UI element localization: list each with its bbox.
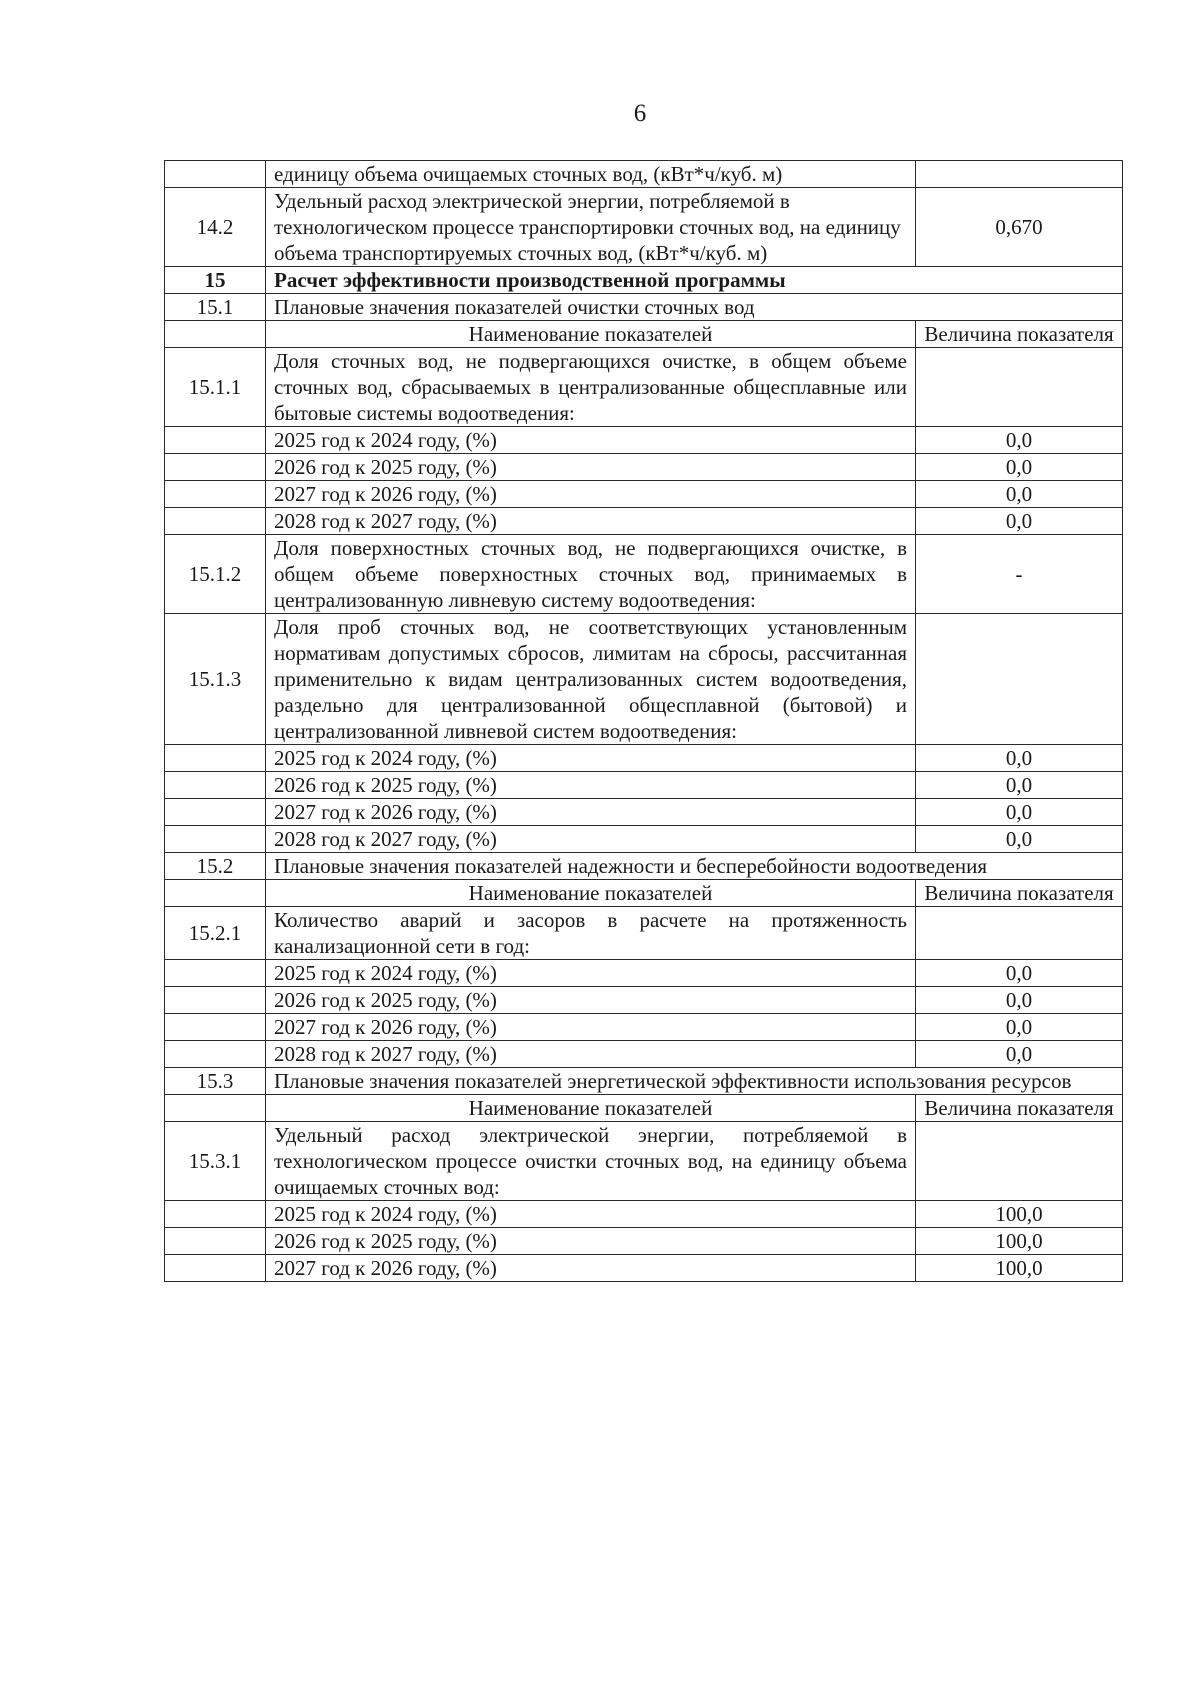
row-number — [165, 1014, 266, 1041]
indicator-value: - — [916, 535, 1123, 614]
table-row — [165, 348, 1123, 427]
table-row — [165, 987, 1123, 1014]
subsection-title: Плановые значения показателей надежности и бесперебойности водоотведения — [266, 853, 1123, 880]
indicator-value: 0,0 — [916, 427, 1123, 454]
indicator-name: единицу объема очищаемых сточных вод, (кВт*ч/куб. м) — [266, 161, 916, 188]
indicator-name: Доля проб сточных вод, не соответствующих установленным нормативам допустимых сбросов, лимитам на сбросы, рассчитанная применительно к видам централизованных систем водоотведения, раздельно для централизованной общесплавной (бытовой) и централизованной ливневой систем водоотведения: — [266, 614, 916, 745]
section-row — [165, 267, 1123, 294]
row-number — [165, 960, 266, 987]
subsection-title: Плановые значения показателей энергетической эффективности использования ресурсов — [266, 1068, 1123, 1095]
indicator-value: 0,0 — [916, 799, 1123, 826]
table-row — [165, 772, 1123, 799]
year-label: 2025 год к 2024 году, (%) — [266, 960, 916, 987]
indicator-value: 100,0 — [916, 1255, 1123, 1282]
row-number: 15.1.3 — [165, 614, 266, 745]
table-row — [165, 907, 1123, 960]
indicator-value: 0,0 — [916, 454, 1123, 481]
row-number — [165, 880, 266, 907]
row-number — [165, 321, 266, 348]
indicators-table — [164, 160, 1123, 1282]
header-row — [165, 880, 1123, 907]
year-label: 2027 год к 2026 году, (%) — [266, 481, 916, 508]
column-header-value: Величина показателя — [916, 321, 1123, 348]
indicator-value: 0,0 — [916, 826, 1123, 853]
indicator-value: 100,0 — [916, 1201, 1123, 1228]
row-number — [165, 1041, 266, 1068]
table-row — [165, 535, 1123, 614]
table-row — [165, 454, 1123, 481]
table-row — [165, 745, 1123, 772]
year-label: 2028 год к 2027 году, (%) — [266, 1041, 916, 1068]
row-number — [165, 427, 266, 454]
indicator-value — [916, 348, 1123, 427]
indicator-value: 100,0 — [916, 1228, 1123, 1255]
indicator-value: 0,0 — [916, 481, 1123, 508]
row-number: 15.1.2 — [165, 535, 266, 614]
indicator-value: 0,0 — [916, 960, 1123, 987]
table-row — [165, 1228, 1123, 1255]
table-row — [165, 1255, 1123, 1282]
page-number: 6 — [633, 100, 647, 127]
row-number: 15.2.1 — [165, 907, 266, 960]
row-number — [165, 772, 266, 799]
column-header-name: Наименование показателей — [266, 880, 916, 907]
header-row — [165, 321, 1123, 348]
row-number — [165, 1255, 266, 1282]
row-number — [165, 454, 266, 481]
subsection-title: Плановые значения показателей очистки сточных вод — [266, 294, 1123, 321]
table-row — [165, 1014, 1123, 1041]
year-label: 2028 год к 2027 году, (%) — [266, 508, 916, 535]
row-number — [165, 1201, 266, 1228]
year-label: 2028 год к 2027 году, (%) — [266, 826, 916, 853]
indicator-name: Количество аварий и засоров в расчете на протяженность канализационной сети в год: — [266, 907, 916, 960]
row-number — [165, 161, 266, 188]
section-title: Расчет эффективности производственной программы — [266, 267, 1123, 294]
year-label: 2025 год к 2024 году, (%) — [266, 1201, 916, 1228]
row-number — [165, 1095, 266, 1122]
table-row — [165, 508, 1123, 535]
subsection-row — [165, 294, 1123, 321]
year-label: 2025 год к 2024 году, (%) — [266, 745, 916, 772]
indicator-name: Удельный расход электрической энергии, потребляемой в технологическом процессе транспортировки сточных вод, на единицу объема транспортируемых сточных вод, (кВт*ч/куб. м) — [266, 188, 916, 267]
section-number: 15 — [165, 267, 266, 294]
indicator-value: 0,670 — [916, 188, 1123, 267]
row-number — [165, 745, 266, 772]
year-label: 2027 год к 2026 году, (%) — [266, 799, 916, 826]
column-header-value: Величина показателя — [916, 880, 1123, 907]
year-label: 2026 год к 2025 году, (%) — [266, 454, 916, 481]
year-label: 2027 год к 2026 году, (%) — [266, 1014, 916, 1041]
column-header-value: Величина показателя — [916, 1095, 1123, 1122]
column-header-name: Наименование показателей — [266, 1095, 916, 1122]
row-number — [165, 508, 266, 535]
table-row — [165, 614, 1123, 745]
table-row — [165, 1201, 1123, 1228]
indicator-name: Доля поверхностных сточных вод, не подвергающихся очистке, в общем объеме поверхностных сточных вод, принимаемых в централизованную ливневую систему водоотведения: — [266, 535, 916, 614]
table-row — [165, 427, 1123, 454]
indicator-name: Доля сточных вод, не подвергающихся очистке, в общем объеме сточных вод, сбрасываемых в централизованные общесплавные или бытовые системы водоотведения: — [266, 348, 916, 427]
indicator-name: Удельный расход электрической энергии, потребляемой в технологическом процессе очистки сточных вод, на единицу объема очищаемых сточных вод: — [266, 1122, 916, 1201]
indicator-value: 0,0 — [916, 772, 1123, 799]
subsection-row — [165, 853, 1123, 880]
subsection-number: 15.1 — [165, 294, 266, 321]
indicator-value: 0,0 — [916, 745, 1123, 772]
year-label: 2026 год к 2025 году, (%) — [266, 772, 916, 799]
indicator-value: 0,0 — [916, 987, 1123, 1014]
year-label: 2025 год к 2024 году, (%) — [266, 427, 916, 454]
table-row — [165, 960, 1123, 987]
indicator-value — [916, 161, 1123, 188]
row-number — [165, 481, 266, 508]
row-number: 15.3.1 — [165, 1122, 266, 1201]
year-label: 2026 год к 2025 году, (%) — [266, 987, 916, 1014]
row-number — [165, 826, 266, 853]
table-row — [165, 1122, 1123, 1201]
row-number — [165, 1228, 266, 1255]
row-number: 14.2 — [165, 188, 266, 267]
header-row — [165, 1095, 1123, 1122]
indicator-value — [916, 614, 1123, 745]
subsection-number: 15.2 — [165, 853, 266, 880]
subsection-row — [165, 1068, 1123, 1095]
indicator-value — [916, 907, 1123, 960]
table-row — [165, 188, 1123, 267]
year-label: 2026 год к 2025 году, (%) — [266, 1228, 916, 1255]
indicator-value: 0,0 — [916, 1014, 1123, 1041]
indicator-value: 0,0 — [916, 1041, 1123, 1068]
row-number — [165, 987, 266, 1014]
row-number: 15.1.1 — [165, 348, 266, 427]
table-row — [165, 161, 1123, 188]
subsection-number: 15.3 — [165, 1068, 266, 1095]
table-row — [165, 481, 1123, 508]
table-row — [165, 1041, 1123, 1068]
table-row — [165, 799, 1123, 826]
indicator-value: 0,0 — [916, 508, 1123, 535]
table-row — [165, 826, 1123, 853]
indicator-value — [916, 1122, 1123, 1201]
year-label: 2027 год к 2026 году, (%) — [266, 1255, 916, 1282]
column-header-name: Наименование показателей — [266, 321, 916, 348]
row-number — [165, 799, 266, 826]
